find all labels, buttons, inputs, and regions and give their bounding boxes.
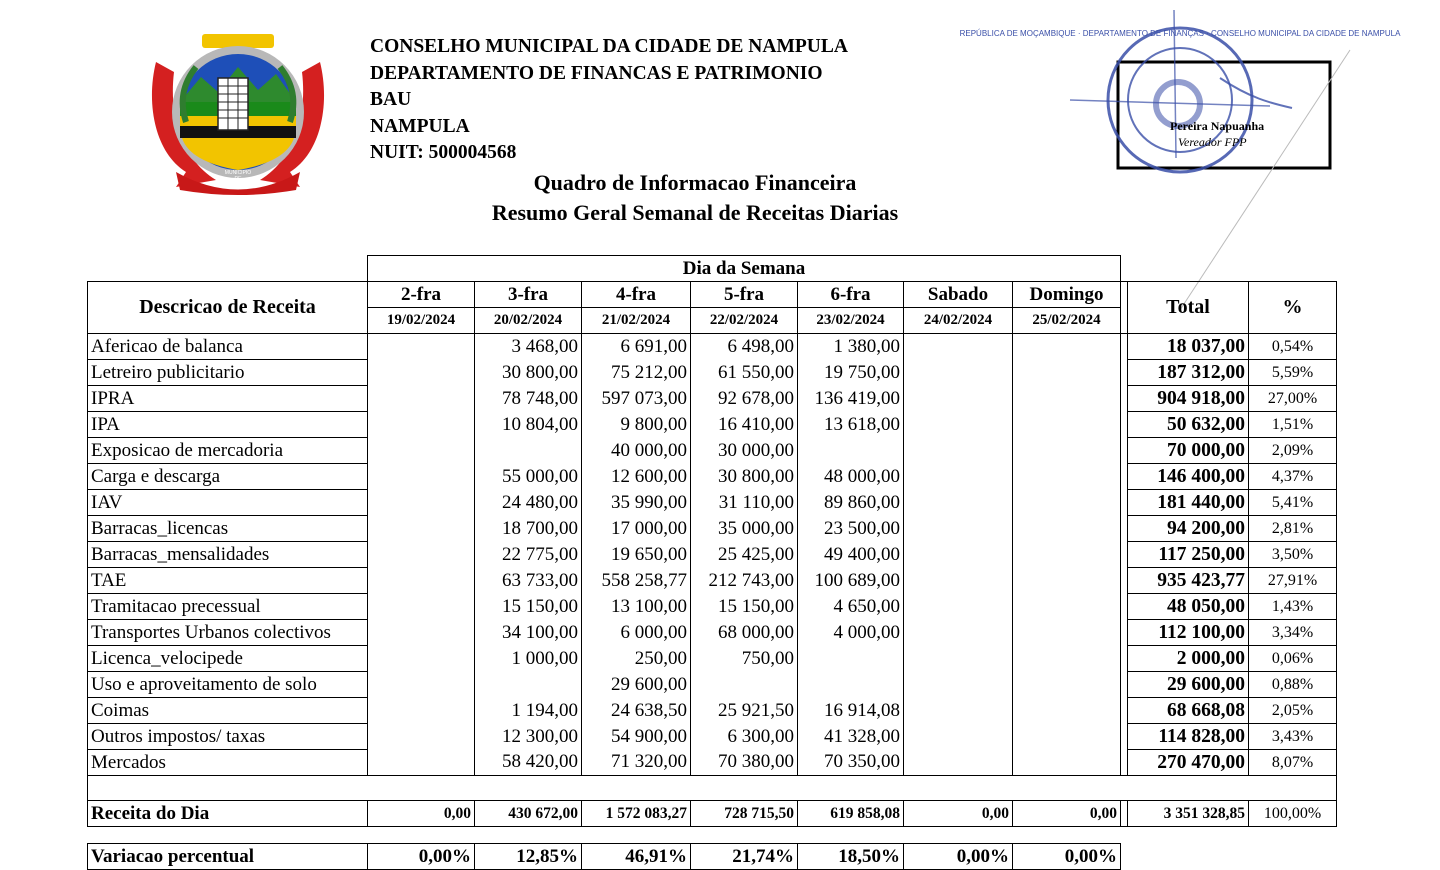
revenue-day-value [904,568,1013,594]
revenue-day-value [798,438,904,464]
org-line-council: CONSELHO MUNICIPAL DA CIDADE DE NAMPULA [370,36,848,57]
revenue-description: TAE [88,568,368,594]
row-divider [1121,646,1128,672]
header-day-6: Sabado [904,282,1013,308]
header-date-2: 20/02/2024 [475,308,582,334]
revenue-description: IPRA [88,386,368,412]
revenue-day-value [1013,438,1121,464]
revenue-day-value [1013,750,1121,776]
revenue-day-value: 597 073,00 [582,386,691,412]
revenue-day-value [368,620,475,646]
receita-do-dia-row [88,801,1337,827]
revenue-day-value [1013,334,1121,360]
org-line-city: NAMPULA [370,115,470,137]
header-description: Descricao de Receita [88,282,368,334]
revenue-total: 48 050,00 [1128,594,1249,620]
revenue-day-value: 16 410,00 [691,412,798,438]
revenue-day-value: 24 638,50 [582,698,691,724]
table-row [88,438,1337,464]
revenue-day-value [475,672,582,698]
revenue-day-value: 19 750,00 [798,360,904,386]
revenue-day-value [368,334,475,360]
revenue-description: Transportes Urbanos colectivos [88,620,368,646]
revenue-day-value [904,724,1013,750]
revenue-day-value: 78 748,00 [475,386,582,412]
header-day-2: 3-fra [475,282,582,308]
revenue-day-value: 48 000,00 [798,464,904,490]
revenue-day-value: 29 600,00 [582,672,691,698]
revenue-day-value [904,750,1013,776]
receita-total: 3 351 328,85 [1128,801,1249,827]
revenue-day-value: 68 000,00 [691,620,798,646]
spacer-row [88,776,1337,801]
revenue-description: IPA [88,412,368,438]
revenue-description: IAV [88,490,368,516]
row-divider [1121,438,1128,464]
revenue-day-value: 15 150,00 [475,594,582,620]
revenue-total: 187 312,00 [1128,360,1249,386]
receita-percent: 100,00% [1249,801,1337,827]
document-subtitle: Resumo Geral Semanal de Receitas Diarias [491,200,899,225]
revenue-day-value: 71 320,00 [582,750,691,776]
revenue-day-value [368,464,475,490]
header-percent: % [1249,282,1337,334]
revenue-day-value [1013,386,1121,412]
revenue-day-value [368,594,475,620]
header-date-4: 22/02/2024 [691,308,798,334]
revenue-day-value [1013,698,1121,724]
revenue-total: 112 100,00 [1128,620,1249,646]
revenue-day-value: 1 000,00 [475,646,582,672]
revenue-percent: 0,06% [1249,646,1337,672]
revenue-total: 50 632,00 [1128,412,1249,438]
org-line-bau: BAU [370,89,412,110]
revenue-day-value [798,646,904,672]
revenue-day-value: 35 990,00 [582,490,691,516]
table-row [88,516,1337,542]
revenue-percent: 3,34% [1249,620,1337,646]
row-divider [1121,412,1128,438]
revenue-total: 270 470,00 [1128,750,1249,776]
revenue-percent: 3,50% [1249,542,1337,568]
revenue-percent: 1,51% [1249,412,1337,438]
revenue-percent: 2,09% [1249,438,1337,464]
variacao-label: Variacao percentual [88,844,368,870]
official-stamp [959,8,1401,188]
revenue-total: 2 000,00 [1128,646,1249,672]
revenue-day-value [904,334,1013,360]
revenue-description: Outros impostos/ taxas [88,724,368,750]
municipal-emblem-logo [146,22,330,196]
table-row [88,464,1337,490]
row-divider [1121,386,1128,412]
signer-name: Pereira Napuanha [1170,119,1265,133]
variacao-day-7: 0,00% [1013,844,1121,870]
group-header-day-of-week: Dia da Semana [368,256,1121,282]
revenue-day-value [904,594,1013,620]
revenue-day-value: 63 733,00 [475,568,582,594]
revenue-day-value: 41 328,00 [798,724,904,750]
revenue-day-value: 23 500,00 [798,516,904,542]
revenue-day-value: 30 800,00 [475,360,582,386]
revenue-description: Barracas_licencas [88,516,368,542]
header-day-1: 2-fra [368,282,475,308]
revenue-day-value: 10 804,00 [475,412,582,438]
variacao-percentual-row [88,844,1337,870]
stamp-seal-text: REPÚBLICA DE MOÇAMBIQUE · DEPARTAMENTO DE FINANÇAS · CONSELHO MUNICIPAL DA CIDADE DE NAMPULA [959,29,1401,38]
revenue-day-value: 212 743,00 [691,568,798,594]
revenue-day-value: 9 800,00 [582,412,691,438]
revenue-day-value [904,646,1013,672]
variacao-day-6: 0,00% [904,844,1013,870]
revenue-day-value [1013,646,1121,672]
receita-do-dia-label: Receita do Dia [88,801,368,827]
revenue-day-value: 70 350,00 [798,750,904,776]
table-row [88,490,1337,516]
revenue-day-value [904,542,1013,568]
revenue-day-value: 6 498,00 [691,334,798,360]
row-divider [1121,698,1128,724]
receita-day-2: 430 672,00 [475,801,582,827]
revenue-day-value: 40 000,00 [582,438,691,464]
revenue-day-value [904,620,1013,646]
row-divider [1121,464,1128,490]
revenue-day-value [1013,672,1121,698]
revenue-day-value: 15 150,00 [691,594,798,620]
revenue-day-value [368,360,475,386]
logo-caption-2: DE [234,176,242,182]
header-date-6: 24/02/2024 [904,308,1013,334]
table-row [88,724,1337,750]
receita-day-4: 728 715,50 [691,801,798,827]
revenue-day-value: 54 900,00 [582,724,691,750]
revenue-day-value [368,672,475,698]
revenue-percent: 27,00% [1249,386,1337,412]
revenue-percent: 27,91% [1249,568,1337,594]
revenue-day-value [1013,516,1121,542]
revenue-day-value [904,438,1013,464]
revenue-day-value [1013,568,1121,594]
revenue-total: 181 440,00 [1128,490,1249,516]
revenue-day-value: 58 420,00 [475,750,582,776]
receita-day-3: 1 572 083,27 [582,801,691,827]
revenue-day-value [1013,412,1121,438]
revenue-day-value: 19 650,00 [582,542,691,568]
revenue-total: 146 400,00 [1128,464,1249,490]
table-row [88,412,1337,438]
revenue-percent: 4,37% [1249,464,1337,490]
table-row [88,594,1337,620]
revenue-day-value [798,672,904,698]
row-divider [1121,516,1128,542]
revenue-day-value [904,698,1013,724]
revenue-day-value: 30 000,00 [691,438,798,464]
receita-day-6: 0,00 [904,801,1013,827]
revenue-total: 70 000,00 [1128,438,1249,464]
revenue-day-value: 750,00 [691,646,798,672]
table-row [88,334,1337,360]
table-row [88,360,1337,386]
revenue-day-value: 4 650,00 [798,594,904,620]
revenue-total: 94 200,00 [1128,516,1249,542]
header-day-7: Domingo [1013,282,1121,308]
revenue-day-value [904,672,1013,698]
variacao-day-2: 12,85% [475,844,582,870]
revenue-description: Licenca_velocipede [88,646,368,672]
revenue-day-value [368,724,475,750]
revenue-total: 904 918,00 [1128,386,1249,412]
revenue-day-value: 100 689,00 [798,568,904,594]
row-divider [1121,672,1128,698]
revenue-day-value: 30 800,00 [691,464,798,490]
revenue-day-value [368,386,475,412]
revenue-day-value [904,516,1013,542]
revenue-day-value: 1 380,00 [798,334,904,360]
revenue-total: 68 668,08 [1128,698,1249,724]
variacao-day-3: 46,91% [582,844,691,870]
variacao-day-5: 18,50% [798,844,904,870]
variacao-day-1: 0,00% [368,844,475,870]
revenue-total: 29 600,00 [1128,672,1249,698]
receita-day-1: 0,00 [368,801,475,827]
revenue-percent: 0,54% [1249,334,1337,360]
row-divider [1121,360,1128,386]
revenue-day-value [904,386,1013,412]
revenue-day-value [691,672,798,698]
revenue-percent: 0,88% [1249,672,1337,698]
revenue-percent: 1,43% [1249,594,1337,620]
revenue-day-value: 35 000,00 [691,516,798,542]
receita-day-7: 0,00 [1013,801,1121,827]
revenue-day-value: 18 700,00 [475,516,582,542]
revenue-description: Uso e aproveitamento de solo [88,672,368,698]
row-divider [1121,490,1128,516]
header-date-5: 23/02/2024 [798,308,904,334]
revenue-description: Carga e descarga [88,464,368,490]
revenue-day-value: 13 100,00 [582,594,691,620]
row-divider [1121,724,1128,750]
org-line-department: DEPARTAMENTO DE FINANCAS E PATRIMONIO [370,62,823,84]
revenue-total: 18 037,00 [1128,334,1249,360]
table-row [88,542,1337,568]
revenue-day-value: 6 300,00 [691,724,798,750]
revenue-day-value [368,490,475,516]
row-divider [1121,334,1128,360]
revenue-description: Coimas [88,698,368,724]
revenue-day-value: 17 000,00 [582,516,691,542]
revenue-day-value: 4 000,00 [798,620,904,646]
table-row [88,646,1337,672]
table-row [88,698,1337,724]
table-row [88,620,1337,646]
table-row [88,672,1337,698]
row-divider [1121,542,1128,568]
revenue-total: 114 828,00 [1128,724,1249,750]
revenue-day-value [1013,620,1121,646]
table-row [88,568,1337,594]
revenue-day-value: 6 000,00 [582,620,691,646]
organization-header [370,34,848,167]
revenue-total: 117 250,00 [1128,542,1249,568]
revenue-day-value: 34 100,00 [475,620,582,646]
revenue-day-value: 25 921,50 [691,698,798,724]
revenue-day-value [904,360,1013,386]
revenue-day-value: 558 258,77 [582,568,691,594]
signer-role: Vereador FPP [1178,135,1247,149]
revenue-day-value: 13 618,00 [798,412,904,438]
revenue-description: Tramitacao precessual [88,594,368,620]
revenue-day-value: 22 775,00 [475,542,582,568]
revenue-day-value [1013,542,1121,568]
row-divider [1121,568,1128,594]
revenue-day-value [368,698,475,724]
row-divider [1121,620,1128,646]
revenue-day-value [1013,360,1121,386]
header-day-3: 4-fra [582,282,691,308]
revenue-day-value: 75 212,00 [582,360,691,386]
revenue-percent: 3,43% [1249,724,1337,750]
revenue-description: Mercados [88,750,368,776]
revenue-day-value [368,568,475,594]
revenue-day-value [368,542,475,568]
header-day-5: 6-fra [798,282,904,308]
revenue-day-value [368,438,475,464]
revenue-day-value [368,646,475,672]
header-total: Total [1128,282,1249,334]
revenue-day-value [368,750,475,776]
revenue-description: Afericao de balanca [88,334,368,360]
revenue-day-value: 55 000,00 [475,464,582,490]
table-row [88,750,1337,776]
revenue-day-value [368,516,475,542]
revenue-description: Letreiro publicitario [88,360,368,386]
document-title: Quadro de Informacao Financeira [533,170,857,195]
revenue-day-value [904,412,1013,438]
revenue-day-value: 16 914,08 [798,698,904,724]
revenue-day-value: 25 425,00 [691,542,798,568]
revenue-day-value [1013,724,1121,750]
revenue-percent: 5,41% [1249,490,1337,516]
org-line-nuit: NUIT: 500004568 [370,142,517,163]
revenue-day-value [1013,594,1121,620]
revenue-day-value [368,412,475,438]
logo-caption-3: NAMPULA [225,182,251,188]
revenue-day-value: 12 300,00 [475,724,582,750]
row-divider [1121,594,1128,620]
revenue-day-value: 24 480,00 [475,490,582,516]
revenue-day-value: 49 400,00 [798,542,904,568]
document-titles [400,168,990,228]
header-date-3: 21/02/2024 [582,308,691,334]
revenue-day-value: 6 691,00 [582,334,691,360]
revenue-percent: 2,05% [1249,698,1337,724]
weekly-revenue-table [87,255,1337,870]
revenue-total: 935 423,77 [1128,568,1249,594]
table-row [88,386,1337,412]
revenue-day-value [1013,464,1121,490]
receita-day-5: 619 858,08 [798,801,904,827]
row-divider [1121,750,1128,776]
revenue-day-value [904,464,1013,490]
header-date-7: 25/02/2024 [1013,308,1121,334]
revenue-day-value: 250,00 [582,646,691,672]
revenue-day-value: 92 678,00 [691,386,798,412]
revenue-day-value: 31 110,00 [691,490,798,516]
revenue-day-value: 12 600,00 [582,464,691,490]
revenue-description: Barracas_mensalidades [88,542,368,568]
revenue-percent: 8,07% [1249,750,1337,776]
variacao-day-4: 21,74% [691,844,798,870]
logo-caption-1: MUNICIPIO [224,170,252,176]
revenue-day-value [904,490,1013,516]
revenue-day-value: 61 550,00 [691,360,798,386]
revenue-percent: 5,59% [1249,360,1337,386]
revenue-day-value: 136 419,00 [798,386,904,412]
revenue-percent: 2,81% [1249,516,1337,542]
revenue-day-value: 1 194,00 [475,698,582,724]
revenue-day-value: 70 380,00 [691,750,798,776]
revenue-day-value: 89 860,00 [798,490,904,516]
header-date-1: 19/02/2024 [368,308,475,334]
revenue-day-value: 3 468,00 [475,334,582,360]
revenue-day-value [1013,490,1121,516]
revenue-description: Exposicao de mercadoria [88,438,368,464]
header-day-4: 5-fra [691,282,798,308]
revenue-day-value [475,438,582,464]
